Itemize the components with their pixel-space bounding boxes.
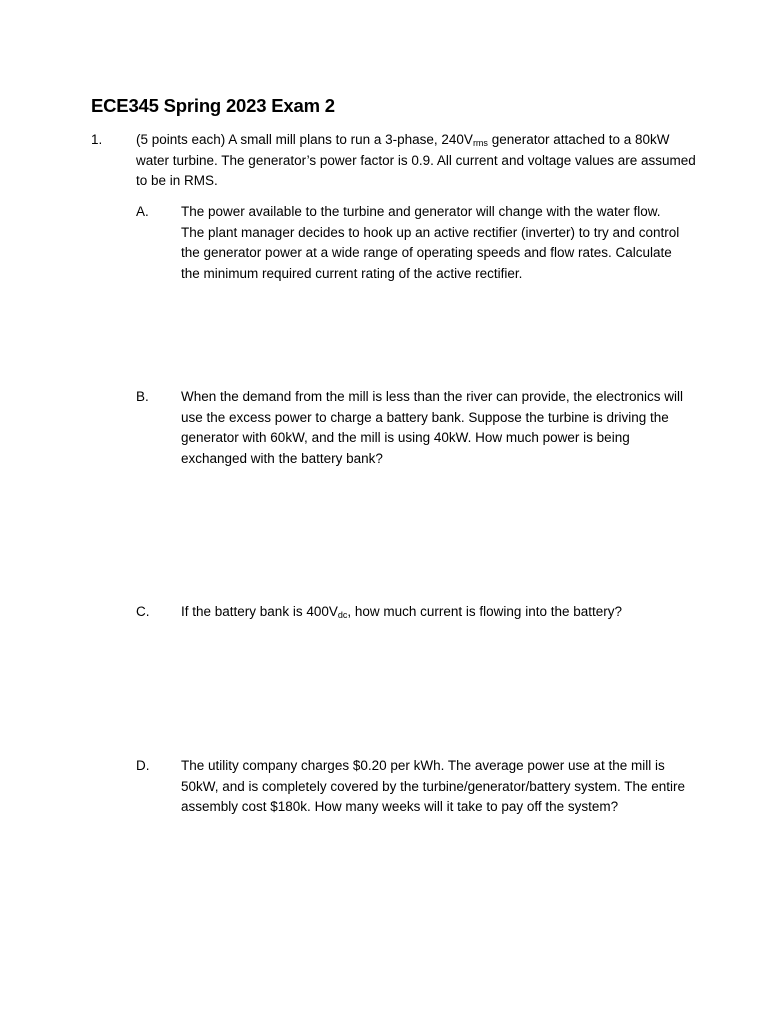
part-d-text: The utility company charges $0.20 per kWh. The average power use at the mill is 50kW, and is completely covered by the turbine/generator/battery system. The entire assembly cost $180k. How many weeks will it take to pay off the system? bbox=[181, 758, 686, 815]
part-d-letter: D. bbox=[136, 758, 150, 773]
question-1-text bbox=[136, 130, 696, 192]
part-c-text-end: , how much current is flowing into the battery? bbox=[347, 604, 623, 619]
rms-subscript: rms bbox=[472, 138, 488, 148]
dc-subscript: dc bbox=[337, 610, 348, 620]
part-a-text: The power available to the turbine and generator will change with the water flow. The plant manager decides to hook up an active rectifier (inverter) to try and control the generator power at a wide range of operating speeds and flow rates. Calculate the minimum required current rating of the active rectifier. bbox=[181, 204, 680, 282]
part-a-letter: A. bbox=[136, 204, 149, 219]
exam-title: ECE345 Spring 2023 Exam 2 bbox=[91, 95, 335, 116]
part-c-text-start: If the battery bank is 400V bbox=[181, 604, 338, 619]
part-c-text bbox=[181, 602, 686, 623]
question-1-text-end: generator attached to a 80kW water turbine. The generator’s power factor is 0.9. All current and voltage values are assumed to be in RMS. bbox=[136, 132, 696, 189]
question-number: 1. bbox=[91, 132, 103, 147]
part-b-text: When the demand from the mill is less than the river can provide, the electronics will use the excess power to charge a battery bank. Suppose the turbine is driving the generator with 60kW, and the mill is using 40kW. How much power is being exchanged with the battery bank? bbox=[181, 389, 683, 467]
question-1-text-start: (5 points each) A small mill plans to run a 3-phase, 240V bbox=[136, 132, 473, 147]
part-c-letter: C. bbox=[136, 604, 150, 619]
part-b-letter: B. bbox=[136, 389, 149, 404]
